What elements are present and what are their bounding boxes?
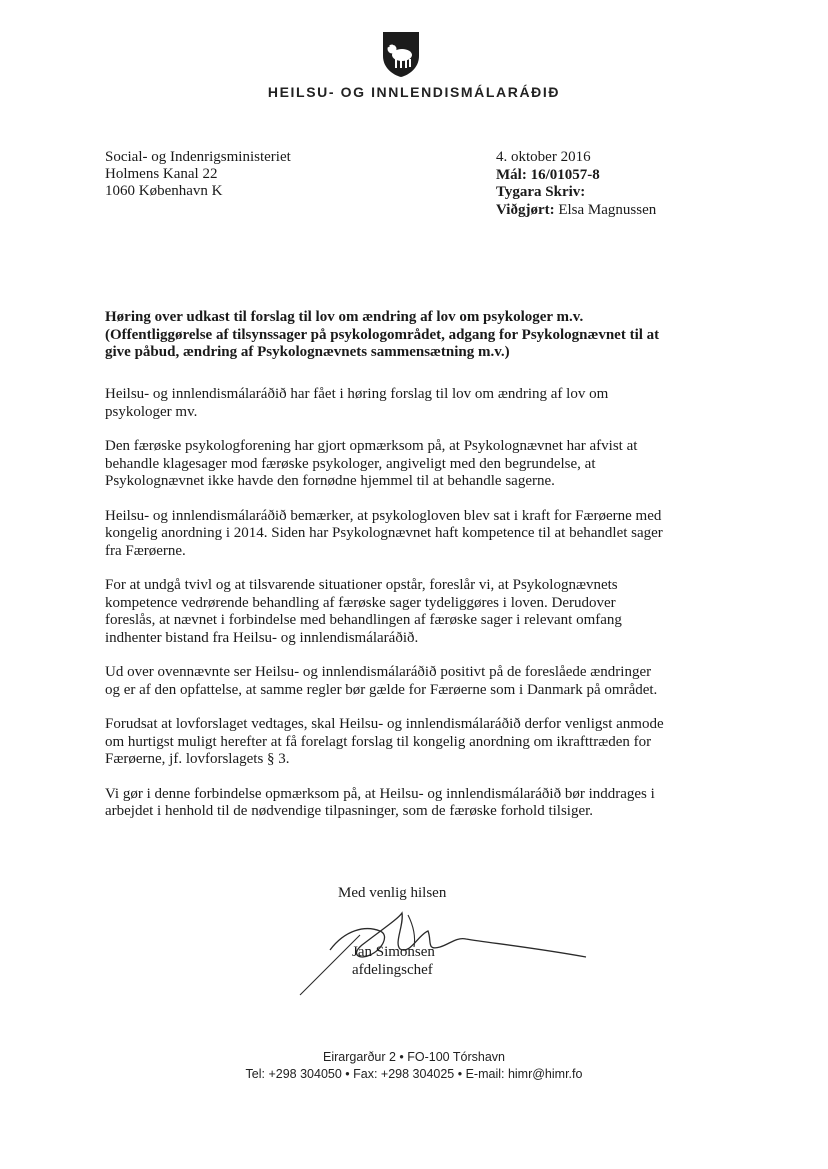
- letter-meta: [496, 149, 656, 219]
- case-label: Mál:: [496, 166, 527, 183]
- body-line: Ud over ovennævnte ser Heilsu- og innlendismálaráðið positivt på de foreslåede ændringer: [105, 664, 652, 680]
- closing-greeting: Med venlig hilsen: [338, 885, 447, 901]
- body-line: For at undgå tvivl og at tilsvarende situationer opstår, foreslår vi, at Psykolognævnets: [105, 577, 618, 593]
- handler-value: Elsa Magnussen: [558, 201, 657, 218]
- recipient-line: Social- og Indenrigsministeriet: [105, 149, 291, 165]
- body-line: Forudsat at lovforslaget vedtages, skal Heilsu- og innlendismálaráðið derfor venligst anmode: [105, 716, 664, 732]
- body-line: Heilsu- og innlendismálaráðið bemærker, at psykologloven blev sat i kraft for Færøerne med: [105, 507, 662, 524]
- body-line: Den færøske psykologforening har gjort opmærksom på, at Psykolognævnet har afvist at: [105, 438, 638, 454]
- signer-title: afdelingschef: [352, 961, 433, 978]
- body-paragraph: [105, 577, 720, 647]
- body-paragraph: [105, 438, 720, 491]
- letter-body: [105, 386, 720, 838]
- footer-address: Eirargarður 2 • FO-100 Tórshavn: [322, 1050, 505, 1064]
- body-paragraph: [105, 664, 720, 699]
- body-line: Psykolognævnet ikke havde den fornødne hjemmel til at behandle sagerne.: [105, 473, 555, 489]
- body-line: Vi gør i denne forbindelse opmærksom på, at Heilsu- og innlendismálaráðið bør inddrages i: [105, 785, 655, 802]
- subject-line: (Offentliggørelse af tilsynssager på psykologområdet, adgang for Psykolognævnet til at: [105, 326, 660, 343]
- signer-block: [352, 944, 435, 979]
- handwritten-signature: [290, 895, 590, 1000]
- body-line: og er af den opfattelse, at samme regler bør gælde for Færøerne som i Danmark på området.: [105, 681, 658, 698]
- body-line: indhenter bistand fra Heilsu- og innlendismálaráðið.: [105, 629, 419, 646]
- body-line: arbejdet i henhold til de nødvendige tilpasninger, som de færøske forhold tilsiger.: [105, 803, 594, 819]
- body-line: psykologer mv.: [105, 403, 198, 420]
- body-line: foreslås, at nævnet i forbindelse med behandlingen af færøske sager i relevant omfang: [105, 612, 622, 628]
- body-paragraph: [105, 786, 720, 821]
- ministry-name: HEILSU- OG INNLENDISMÁLARÁÐIÐ: [267, 84, 561, 100]
- body-line: Færøerne, jf. lovforslagets § 3.: [105, 751, 290, 767]
- ram-coat-of-arms-icon: [381, 30, 421, 78]
- body-line: Heilsu- og innlendismálaráðið har fået i høring forslag til lov om ændring af lov om: [105, 386, 609, 402]
- body-paragraph: [105, 716, 720, 769]
- recipient-line: Holmens Kanal 22: [105, 166, 218, 182]
- subject-line: give påbud, ændring af Psykolognævnets sammensætning m.v.): [105, 344, 510, 360]
- signer-name: Jan Simonsen: [352, 944, 435, 960]
- body-line: kongelig anordning i 2014. Siden har Psykolognævnet haft kompetence til at behandlet sager: [105, 525, 663, 541]
- body-paragraph: [105, 508, 720, 561]
- body-line: behandle klagesager mod færøske psykologer, angiveligt med den begrundelse, at: [105, 455, 596, 472]
- letter-date: 4. oktober 2016: [496, 149, 591, 165]
- subject-line: Høring over udkast til forslag til lov om ændring af lov om psykologer m.v.: [105, 309, 584, 325]
- body-line: fra Færøerne.: [105, 542, 186, 559]
- footer-contact: Tel: +298 304050 • Fax: +298 304025 • E-mail: himr@himr.fo: [245, 1067, 583, 1081]
- your-ref-label: Tygara Skriv:: [496, 184, 586, 200]
- your-reference: [496, 184, 656, 202]
- body-line: kompetence vedrørende behandling af færøske sager tydeliggøres i loven. Derudover: [105, 594, 616, 611]
- case-number: [496, 167, 656, 185]
- body-line: om hurtigst muligt herefter at få forelagt forslag til kongelig anordning om ikrafttræden for: [105, 733, 652, 750]
- case-value: 16/01057-8: [530, 166, 600, 183]
- letter-subject: [105, 309, 705, 362]
- recipient-address: [105, 149, 291, 200]
- handler-label: Viðgjørt:: [496, 201, 555, 218]
- body-paragraph: [105, 386, 720, 421]
- letter-footer: [0, 1049, 828, 1083]
- recipient-line: 1060 København K: [105, 183, 223, 199]
- case-handler: [496, 202, 656, 220]
